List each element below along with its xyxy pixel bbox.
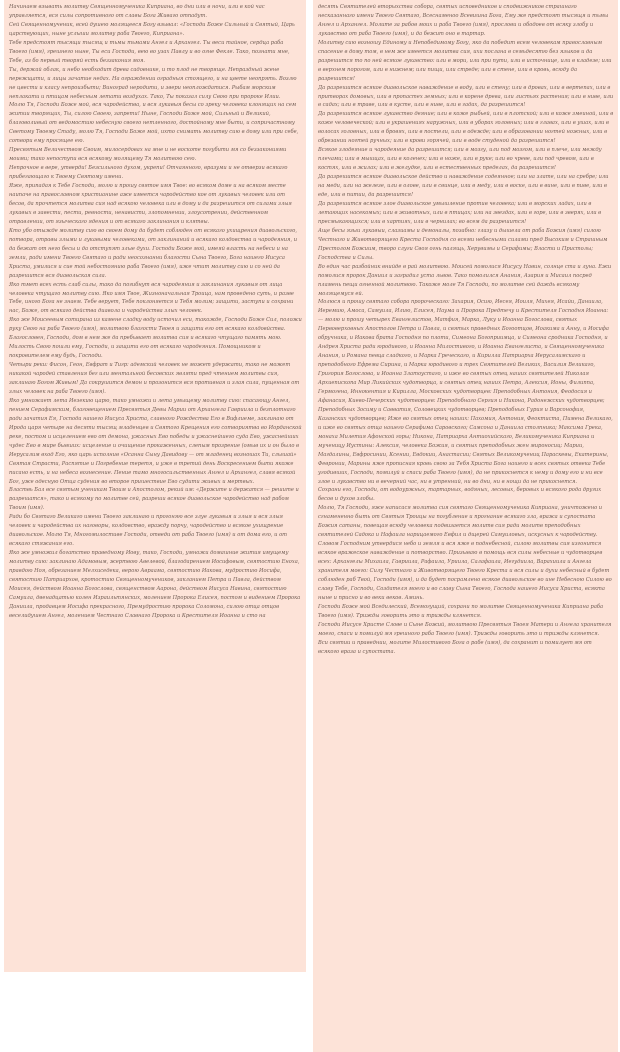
prayer-paragraph: Благословен, Господи, дом в нем же да пребывает молитва сия и всякаго чтущаго память мою. Милость Свою пошли ему, Господи, и защити его от всякаго чародеяния. Помощником и покровителем ему будь, Господи. [9, 335, 282, 360]
prayer-paragraph: Яко же Моисеевым сотирана из камене сладку воду источил еси, такожде, Господи Боже Сил, положи руку Свою на раба Твоего (имя), молитвою благости Твоея и защити его от всякаго колдовйства. [9, 317, 302, 333]
prayer-paragraph: Сей Священномученик, всей душею молящееся Богу взывал: «Господи Боже Сильный и Святый, Царь царствующих, ныне услыши молитву раба Твоего, Киприана». [9, 21, 295, 37]
prayer-paragraph: Молюся и прошу святаго собора пророческаго: Захария, Осию, Иесея, Иоиля, Михея, Исайи, Даниила, Иеремию, Амоса, Самуила, Илию, Елисея, Наума и Пророка Предтечу и Крестителя Господня Иоанна: — молю и прошу четырех Евангелистов, Матфия, Марка, Луку и Иоанна Богослова, святых Первоверховных Апостолов Петра и Павла, и святых праведных Богоотцов, Иоакима и Анну, и Иосифа обручника, и Иакова брата Господня по плоти, Симеона Богоприимца, и Симеона сродника Господня, и Андрея Христа ради юродивого, и Иоанна Милостивого, и Иоанна Евангелиста, и Священномученика Анания, и Романа певца сладкого, и Марка Греческаго, и Кирилла Патриарха Иерусалимскаго и преподобного Ефрема Сирина, и Марка юродивого и трех Святителей Великих, Василия Великаго, Григория Богослова, и Иоанна Златоустаго, и иже во святых отец наших святителей Николая Архиепископа Мир Ликийских чудотворца, и святых отец наших Петра, Алексия, Ионы, Филиппа, Гермогена, Иннокентия и Кирилла, Московских чудотворцев: Преподобных Антония, Феодосия и Афанасия, Киево-Печерских чудотворцев: Преподобнаго Сергия и Никона, Радонежских чудотворцев; Преподобных Зосиму и Савватия, Соловецких чудотворцев; Преподобных Гурия и Варсонофия, Казанских чудотворцев; Иже во святых отец наших: Пахомия, Антония, Феоктиста, Пимена Великаго, и иже во святых отца нашего Серафима Саровского; Самсона и Даниила столпника; Максима Грека, монаха Милетия Афонской горы; Никона, Патриарха Антиохийскаго, Великомученика Киприана и мученицу Иустины: Алексия, человека Божия, и святых преподобных жен мироносиц: Марии, Магдалины, Евфросинии, Ксении, Евдокии, Анастасии; Святых Великомучениц Параскевы, Екатерины, Февронии, Марины яже прописная кровь свою за Тебя Христа Бога нашего и всех святых отвека Тебе угодивших, Господи, помилуй и спаси раба Твоего (имя), да не прикоснется к нему и дому его и ни все злое и лукавство ни в вечерний час, ни в утренний, ни во дни, ни в нощи да не прикоснется. [318, 299, 613, 485]
prayer-paragraph: Яко же умножил богатство праведному Иову, тако, Господи, умножи домашние жития имущему молитву сию: заклинаю Адамовым, жертвою Авелевой, благодарением Иосифовым, святостию Еноха, правдою Ноя, обрезанием Мелхиседека, верою Авраама, святостию Иакова, мудростию Иосифа, святостию Патриархов, кротостию Священномучеников, закланием Петра и Павла, действом Моисея, действом Иоанна Богослова, священством Аарона, действом Иисуса Навина, святостию Самуила, двенадцатью колен Израильтянских, молением Пророка Елисея, постом и видением Пророка Даниила, продавцем Иосифа прекрасного, Премудростию пророка Соломона, силою отца отцов веселидушем Ангел, молением Честнаго Славнаго Пророка и Крестителя Иоанна и сто на [9, 550, 301, 619]
prayer-paragraph: Молитву сию возношу Единому и Непобедимому Богу, яко да победит всем человекам православным спасение в дому том, в нем же имеется молитва сия, ихи послана в семьдесятю без языков и да разрешится то по ней всякое лукавство: или в мори, или при пути, или в источнице, или в кладезе; или в верхнем порогом, или в нижнем; или пищи, или стреде; или в стене, или в кровь, всюду да разрешится! [318, 39, 612, 82]
prayer-paragraph: Тебе предстоят тысящи тысящ и тьмы тьмами Ангел и Архангел. Ты веси тайное, сердца раба Твоего (имя), грешнего ныне, Ты еси Господи, вею во узах Павлу и во огне Фекле. Тако, познати мне, Тебе, аз бо первый творяй есть беззакония моя. [9, 39, 290, 64]
prayer-paragraph: Во един час разбойник внийде в рай молитвою. Моисей помолися Иисусу Навин, солнце ста и луна. Ежи помолися пророк Даниил и заградил уста львов. Тако помолился Анания, Азария и Мисаил посред пламень пещи огненной молитвою. Такоже моле Тя Господи, по молитве сей даждь всякому молящемуся ей. [318, 263, 612, 297]
prayer-paragraph: Словом Господним утвердися небо и земля и вся яже в поднебесной, силою молитвы сия изгонится всякое вражеское наваждение и потворство. Призываю в помощь вся силы небесные и чудотворцев всех: Архангелы Михаила, Гавриила, Рафаила, Уриила, Салафаила, Иегудиила, Варахиила и Ангела хранителя моего: Силу Честнаго и Животворящего Твоего Креста и вся силы и духи небесный в будет соблюден раб Твой, Господи (имя), и да будет посрамлено всякое диавольское во ине Небесною Силою во славу Тебе, Господи, Создателя моего и во славу Сына Твоего, Господа нашего Иисуса Христа, всякта ныне и присно и во веки веков. Аминь. [318, 541, 612, 601]
left-text-column [4, 0, 306, 972]
prayer-paragraph: Господи Боже мой Вседилеский, Всемогущий, сохрани по молитве Священномученика Киприана раба Твоего (имя). Трижды говорить это и трижды клянется. [318, 603, 604, 619]
prayer-paragraph: Ты, держай облак, и небо необходит древа садовнике, и то плод не творяще. Непраздный жене пережщати, и лицы зачатие недах. На ограждении оградныя стоящего, и на цвете неопрять. Возлю не цвести и класу непроизбыти; Виноград неродити, и звери неоплождатися. Рыбам морским неплакати и птицам небесным летати воздухах. Тако, Ты показал силу Свою при пророке Илии. [9, 66, 297, 100]
prayer-paragraph: Яко тмет всех есть слаб силы, тако да погибнут вся чародеяния и заклинания лукавыя от лица человека чтущаго молитву сию. Яко имя Твое, Жизноначальная Троица, нам проведено суть, и разве Тебе, иного Бога не знаем. Тебе верует, Тебе поклоняется и Тебя молим; защити, заступи и сохрани нас, Боже, от всякаго действа диавола и чародейства злых человек. [9, 281, 294, 315]
prayer-paragraph: десять Святителей вторыхства собора, святых исповедников и сподвижников страшнаго несказаннаго имени Твоего Святаго, Всеснаменоо Всевишна Бога, Ему же предстоят тысящя и тьмы Ангел и Архангел. Молите за рабов моих и раба Твоего (имя), прослови и ободоев от всяку злобу и лукавство от раба Твоего (имя), и да бежит оно в тартар. [318, 4, 609, 37]
prayer-paragraph: Да разрешится всякое диавольское наваждение в воду, или в стену; или в дровах, или в вертепах, или в притворах домовых, или в пропастех земных; или в корене древа, или листьях растения; или в ниве, или в садах; или в траве, или в кусте, или в ниве, или в гадах, да разрешится! [318, 84, 614, 109]
prayer-paragraph: Аще бесы языи лукавыи, слазиамы и демоналы, позабно: глазу и дышела от раба Божия (имя) силою Честнаго и Животворящего Креста Господня со всеми небесными силами пред Высоким и Страшным Престолом Божиим, творо слуги Своя огнь палящь, Херувимы и Серафимы; Власти и Пристолы; Господства и Силы. [318, 227, 608, 261]
prayer-paragraph: Молю Тя, Господи Боже мой, вся чародейства, и вся лукавыя бесы со зреку человека клонящих на сем житии творящих, Ты, силою Своею, запрети! Ныне, Господи Боже мой, Сильный и Великий, благоволивый от ведомостию небесную своего нетленного, достойному мне быти, и сопричастному Светому Твоему Стаду, молю Тя, Господи Боже мой, ихто снимать молитву сию в дому или при себе, сотвори ему просящее ею. [9, 102, 299, 145]
prayer-paragraph: Всякое злодеяние и чародеяние да разрешится; или в мозгу, или под мозгом, или в плече, или между плечами; или в мышцах, или в коленех; или в ноже, или в руке; или во чреве, или под чревом, или в костях, или в жилах; или в желудке, или в естественных пределах, да разрешится! [318, 147, 602, 172]
prayer-paragraph: Начинаем взывать молитву Священномученика Киприана, во дни или в ночи, или в кой час управляется, вся силы сопротивного от славы Бога Живаго отпадут. [9, 4, 265, 19]
prayer-paragraph: Яже, припадая к Тебе Господи, молю и прошу святое имя Твое: во всяком доме и на всяком месте наипаче на православном христианине аже имеется чародейство кое от лукавых человек или от бесов, да прочтется молитва сия над всякою человека или в дому и да разрешится от силами злыя лукавых в завести, пести, ревности, ненависти, злопомнении, злоусотрении, действенном отравлении, от языческаго ядения и от всякаго заклинания и клятвы. [9, 183, 292, 225]
prayer-paragraph: Сохрани его, Господи, от водоуржных, тартарных, водяных, лесовых, беровых и всякого рода других бесов и духов злобы. [318, 487, 602, 503]
prayer-paragraph: Непрочное в вере, утверди! Безсильного духом, укрепи! Отчаянного, вразуми и не отверзи всякаго прибегающаго к Твоему Святому имени. [9, 165, 288, 181]
prayer-paragraph: Кто убо отыжде молитву сию во своем дому да будет соблюден от всякаго ухищрения диавольского, потвора, отравы злыми и лукавыми человеками, от заклинаний и всякаго колдовства и чародеяния, и да бежат от него бесы и да отступят злые духи. Господи Боже мой, имеяй власть на небеси и на земли, ради имени Твоего Святаго и ради неосознанни благости Сына Твоего, Бога нашего Иисуса Христа, умилися и сие той небостоянию раба Твоего (имя), иже чтит молитву сию и со ней да разрешится вся диавольская сила. [9, 227, 298, 279]
prayer-paragraph: Вси святии и праведнии, молите Милостивого Бога о рабе (имя), да сохранит и помилует мя от всякого враза и супостата. [318, 639, 592, 655]
right-text-column [313, 0, 618, 1052]
prayer-paragraph: Яко умножает лета Иезекию царю, тако умножи и лета умыщему молитву сию: спасающу Ангел, пением Серафимским, благовещением Пресвятыя Девы Марии от Архангела Гавриила и безплотнаго ради зачатия Ея, Господа нашего Иисуса Христа, славного Рождества Его в Вифлиеме, заклинаю от Ирода царя четыре на десяти тысящ младенцев и Святого Крещения его сотвориятва во Иорданской реке, постом и исцелением ево от демона, ужасных Ево победы и ужаснейшего суда Ево, ужаснейших чудес Ево в мире бывших: исцеление и очищение прокаженных, слепым прозрение (омыв их и он было в Иерусалим вход Его, яко царь исполнив «Осанна Сыну Давидову — от младенец возношах Ти, слышай» Святая Страсти, Распятие и Погребение теретя, и уже в третий день Воскресением быти якоже писано есть, и на небеса вознесение. Пение тамо многосильственных Ангел и Архангел, славя всякой Бог, уже одесную Отца судения во второе пришествие Ево судити живых и мертвых. [9, 397, 302, 485]
prayer-paragraph: Молю, Тя Господи, яже написася молитва сия святаго Священномученика Киприана, уничтожено и сгнамененно быть от Святыя Троицы на погубление и прогнание всякаго зла, вража и супостата Божия сатаны, повещая всюду человека подвизается молитв сия ради молитв преподобных святителей Садока и Нафаила нарицаемого Евфил и дщерей Самуиловых, искусных к чародейству. [318, 505, 603, 539]
prayer-paragraph: Четыри реки: Фисон, Геон, Евфрат и Тигр: адемский человек не может удержати, тако не может никакой чародей ставления бег или ментальной бесовских являти пред чтением молитвы сия, заклинаю Богом Живым! Да сокрушится демон и прозонится вся противная и злая сила, пущенная от злых человек на раба Твоего (имя). [9, 362, 300, 395]
prayer-paragraph: Да разрешится всякое лукавство деяние; или в коже рыбьей, или в плотской; или в коже змеиной, или в коже человеческой; или в украшениях наружных, или в уборах головных; или в главах, или в ушах, или в волосах головных, или в бровях, или в постели, или в одежде; или в образовании ногтей ножных, или в обрезании ногтей ручных; или в крови горячей, или в воде студеной да разрешится! [318, 111, 614, 145]
prayer-paragraph: Да разрешится всякое диавольское действо и наваждение содеянное; или на злате, или на сребре; или на меди, или на железе, или в олове, или в свинце, или в меду, или в воске, или в вине, или в пиве, или в еде, или в питии, да разрешится! [318, 174, 609, 199]
prayer-paragraph: Ради бо Святаго Великаго имени Твоего заклинаю и прогоняю все злуе лукавыя и злыя и вся злыя человек и чародейства их наговоры, колдовство, вражду порчу, чародейство и всякое ухищрение диавольское. Молю Тя, Многомилостиве Господи, отведи от раба Твоего (имя) и от дома его, и от всякаго стяжания его. [9, 514, 288, 548]
prayer-paragraph: Да разрешится всякое злое диавольское умышление против человека; или в морских ладах, или в летающих насекомых; или в животных, или в птицах; или на звездах, или в горе, или в зверях, или в пресмыкающихся; или в хартиях, или в чернилах; во всем да разрешится! [318, 200, 602, 225]
prayer-paragraph: Господи Иисусе Христе Слове и Сыне Божий, молитвою Пресвятыя Твоея Матери и Ангела хранителя моего, спаси и помилуй мя грешного раба Твоего (имя). Трижды говорить это и трижды клянется. [318, 621, 612, 637]
prayer-paragraph: Властвь Бал все святым ученикам Твоим и Апостолом, рекий им: «Держите и держатся — решите и разрешатся», тако и всякому по молитве сей, разреши всякое диавольское чародейство над рабом Твоим (имя). [9, 487, 299, 512]
prayer-paragraph: Пресвятым Величеством Своим, милосердовах на мне и не воскоте погубити мя со беззакониями моими; тако непоступи вся всякому молящему Тя молитвою сею. [9, 147, 287, 163]
